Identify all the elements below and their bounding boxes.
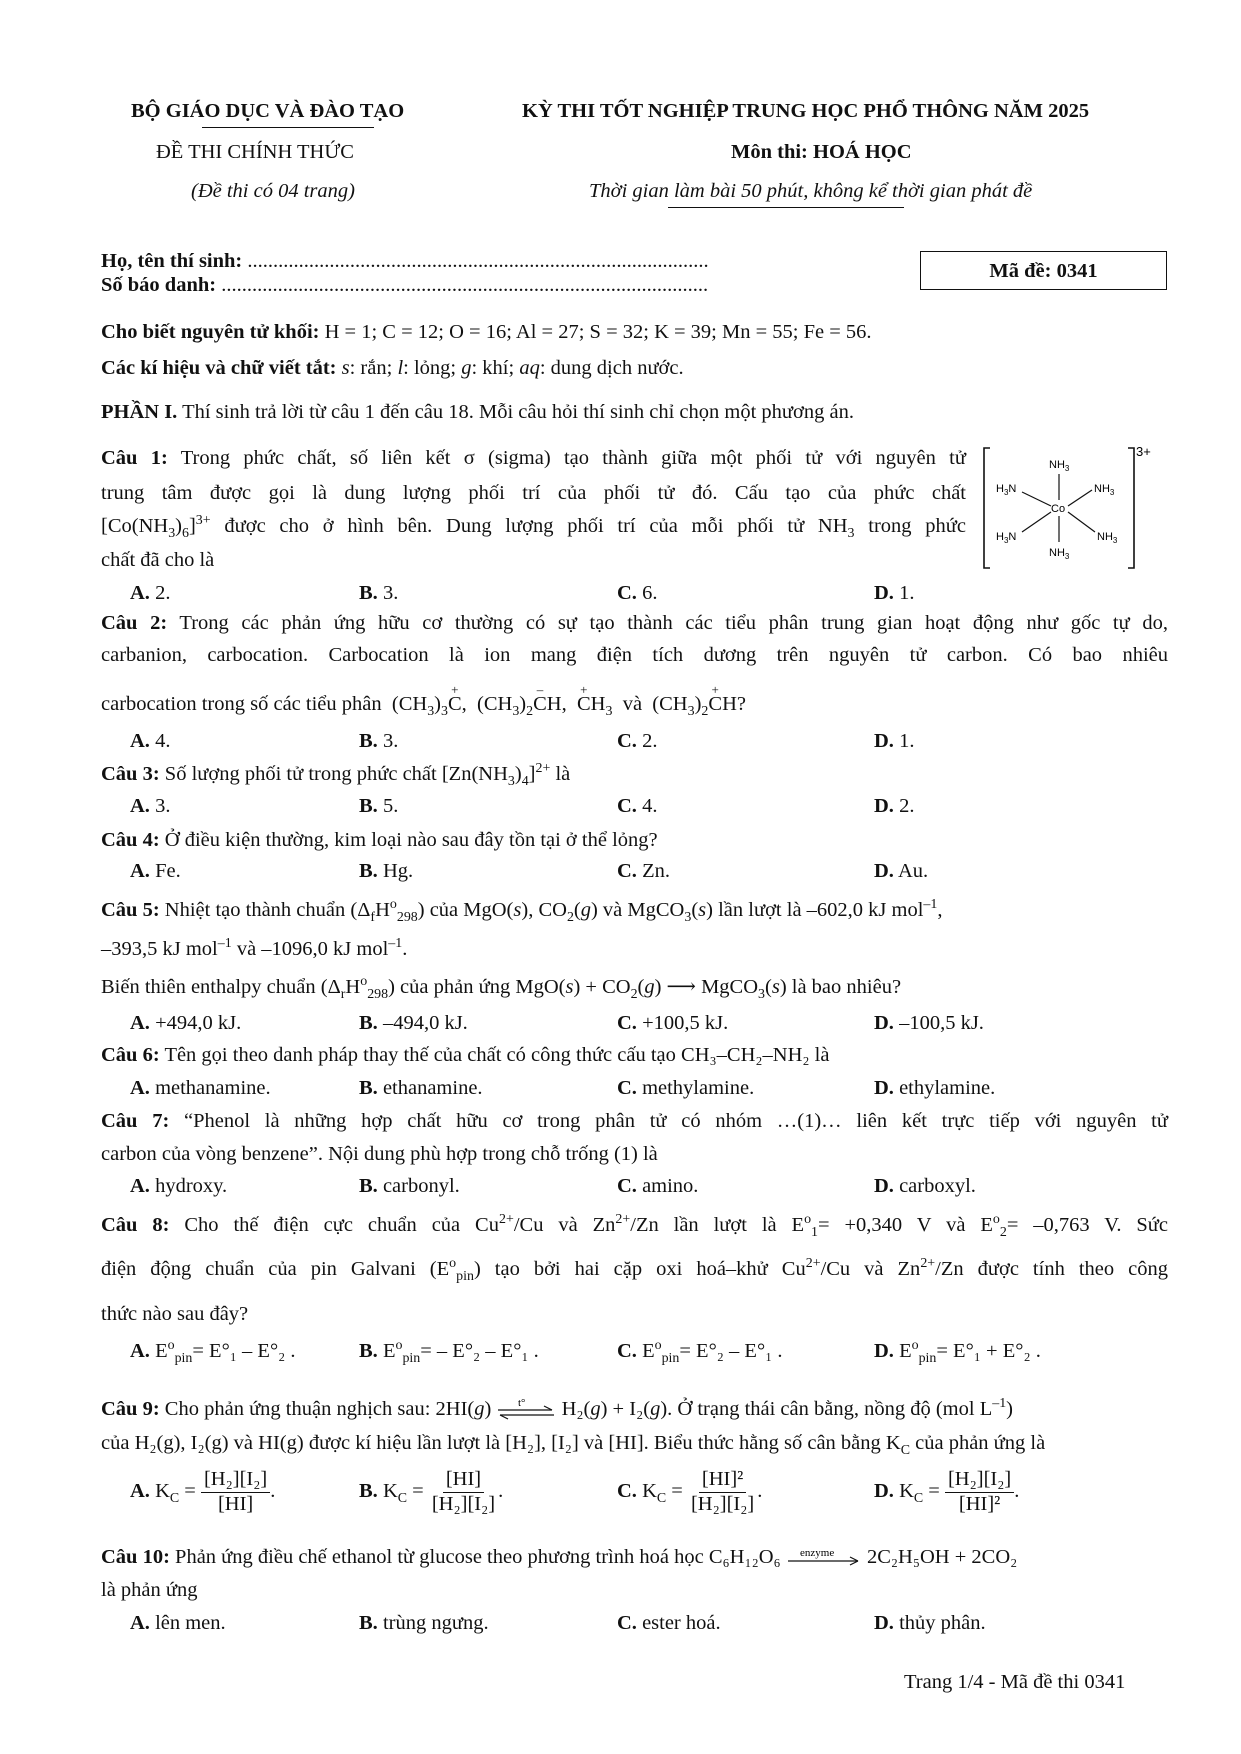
q7-option-c[interactable]: C. amino. xyxy=(617,1175,699,1197)
center-atom: Co xyxy=(1051,503,1066,515)
bracket-right xyxy=(1128,448,1134,568)
header-underline-right xyxy=(668,207,904,208)
q1-line4: chất đã cho là xyxy=(101,549,215,571)
abbr-s-text: : rắn; xyxy=(349,357,393,379)
q10-option-c[interactable]: C. ester hoá. xyxy=(617,1612,721,1634)
q4-option-a[interactable]: A. Fe. xyxy=(130,860,181,882)
q4-option-c[interactable]: C. Zn. xyxy=(617,860,670,882)
abbr-l: l xyxy=(397,357,404,379)
bond-right-bottom xyxy=(1068,512,1095,532)
q1-option-d[interactable]: D. 1. xyxy=(874,582,915,604)
q1-option-a[interactable]: A. 2. xyxy=(130,582,171,604)
candidate-name-row[interactable] xyxy=(101,249,709,273)
q10-line2: là phản ứng xyxy=(101,1579,198,1601)
equilibrium-arrow-icon xyxy=(496,1398,556,1422)
official-label: ĐỀ THI CHÍNH THỨC xyxy=(156,141,354,163)
q1-option-b[interactable]: B. 3. xyxy=(359,582,399,604)
candidate-id-label: Số báo danh: xyxy=(101,274,217,296)
ministry-title: BỘ GIÁO DỤC VÀ ĐÀO TẠO xyxy=(131,100,405,122)
q7-option-b[interactable]: B. carbonyl. xyxy=(359,1175,460,1197)
q6-text: Câu 6: Tên gọi theo danh pháp thay thế của chất có công thức cấu tạo CH₃–CH₂–NH₂ là xyxy=(101,1044,830,1066)
q6-option-c[interactable]: C. methylamine. xyxy=(617,1077,755,1099)
reaction-arrow-label: enzyme xyxy=(799,1547,835,1560)
q1-line2: trung tâm được gọi là dung lượng phối trí của phối tử đó. Cấu tạo của phức chất xyxy=(101,482,966,504)
atomic-masses-values: H = 1; C = 12; O = 16; Al = 27; S = 32; K = 39; Mn = 55; Fe = 56. xyxy=(324,321,872,343)
q9-line1: Câu 9: Cho phản ứng thuận nghịch sau: 2HI(g) t° H₂(g) + I₂(g). Ở trạng thái cân bằng, nồng độ (mol $L^{-1}$) xyxy=(101,1397,1013,1422)
bracket-left xyxy=(984,448,990,568)
q2-option-d[interactable]: D. 1. xyxy=(874,730,915,752)
abbr-aq-text: : dung dịch nước. xyxy=(539,357,684,379)
q6-option-d[interactable]: D. ethylamine. xyxy=(874,1077,996,1099)
q5-option-c[interactable]: C. +100,5 kJ. xyxy=(617,1012,729,1034)
cobalt-complex-diagram xyxy=(980,444,1160,574)
q5-option-d[interactable]: D. –100,5 kJ. xyxy=(874,1012,984,1034)
q7-line1: Câu 7: “Phenol là những hợp chất hữu cơ trong phân tử có nhóm …(1)… liên kết trực tiếp với nguyên tử xyxy=(101,1110,1168,1132)
q3-option-d[interactable]: D. 2. xyxy=(874,795,915,817)
ligand-right-top: $NH_3$ xyxy=(1094,483,1115,497)
candidate-name-label: Họ, tên thí sinh: xyxy=(101,250,243,272)
atomic-masses-label: Cho biết nguyên tử khối: xyxy=(101,321,320,343)
q5-option-b[interactable]: B. –494,0 kJ. xyxy=(359,1012,468,1034)
ligand-top: $NH_3$ xyxy=(1049,459,1070,473)
bond-left-top xyxy=(1022,492,1051,506)
q1-label: Câu 1: xyxy=(101,447,168,469)
q7-option-d[interactable]: D. carboxyl. xyxy=(874,1175,976,1197)
ligand-bottom: $NH_3$ xyxy=(1049,547,1070,561)
q5-line2: –393,5 kJ mol$^{-1}$ và –1096,0 kJ mol$^{-1}$. xyxy=(101,936,408,960)
part1-heading xyxy=(101,400,854,424)
page-footer: Trang 1/4 - Mã đề thi 0341 xyxy=(904,1671,1126,1693)
equilibrium-arrow-label: t° xyxy=(518,1398,526,1410)
abbr-g: g xyxy=(461,357,472,379)
complex-charge: 3+ xyxy=(1136,444,1151,459)
q1-line3: $[Co(NH_3)_6]^{3+}$ được cho ở hình bên. Dung lượng phối trí của mỗi phối tử $NH_3$ trong phức xyxy=(101,513,966,542)
bond-left-bottom xyxy=(1022,512,1051,532)
exam-title: KỲ THI TỐT NGHIỆP TRUNG HỌC PHỔ THÔNG NĂM 2025 xyxy=(522,100,1090,122)
q8-option-a[interactable]: A. $E^o_{pin}= E^\circ_1 - E^\circ_2$ . xyxy=(130,1338,296,1367)
ligand-left-bottom: $H_3N$ xyxy=(996,531,1017,545)
q10-option-d[interactable]: D. thủy phân. xyxy=(874,1612,986,1634)
q2-option-c[interactable]: C. 2. xyxy=(617,730,658,752)
q8-line2: điện động chuẩn của pin Galvani $(E^o_{pin})$ tạo bởi hai cặp oxi hoá–khử $Cu^{2+}/Cu$ và $Zn^{2+}/Zn$ được tính theo công xyxy=(101,1256,1168,1285)
q2-line1: Câu 2: Trong các phản ứng hữu cơ thường có sự tạo thành các tiểu phân trung gian hoạt động như gốc tự do, xyxy=(101,612,1168,634)
q9-line2: của H₂(g), I₂(g) và HI(g) được kí hiệu lần lượt là [H₂], [I₂] và [HI]. Biểu thức hằng số cân bằng $K_C$ của phản ứng là xyxy=(101,1432,1046,1459)
q2-option-a[interactable]: A. 4. xyxy=(130,730,171,752)
reaction-arrow-icon xyxy=(786,1547,862,1569)
exam-code-value: 0341 xyxy=(1056,259,1098,282)
q3-option-a[interactable]: A. 3. xyxy=(130,795,171,817)
q9-option-b[interactable]: B. $K_C$ = $\frac{[HI]}{\text{[H₂][I₂]}}$ . xyxy=(359,1468,504,1515)
candidate-id-row[interactable] xyxy=(101,273,708,297)
q1-text-1: Trong phức chất, số liên kết σ (sigma) tạo thành giữa một phối tử với nguyên tử xyxy=(180,447,966,469)
q2-option-b[interactable]: B. 3. xyxy=(359,730,399,752)
time-note: Thời gian làm bài 50 phút, không kể thời gian phát đề xyxy=(589,180,1033,202)
abbreviations xyxy=(101,356,684,380)
subject-title: Môn thi: HOÁ HỌC xyxy=(731,141,912,163)
q2-line3: carbocation trong số các tiểu phân $(CH_3)_3C$ + , $(CH_3)_2C$ – H, C + $H_3$ và $(CH_3)_2C$ + H? xyxy=(101,682,746,720)
q10-line1: Câu 10: Phản ứng điều chế ethanol từ glucose theo phương trình hoá học C₆H₁₂O₆ enzyme 2C₂H₅OH + 2CO₂ xyxy=(101,1546,1018,1568)
q9-option-d[interactable]: D. $K_C$ = $\frac{\text{[H₂][I₂]}}{\text{[HI]²}}$ . xyxy=(874,1468,1020,1515)
part1-label: PHẦN I. xyxy=(101,401,178,423)
q8-option-b[interactable]: B. $E^o_{pin}= - E^\circ_2 - E^\circ_1$ . xyxy=(359,1338,539,1367)
q8-line3: thức nào sau đây? xyxy=(101,1303,249,1325)
q7-line2: carbon của vòng benzene”. Nội dung phù hợp trong chỗ trống (1) là xyxy=(101,1143,658,1165)
exam-code-box xyxy=(920,251,1167,290)
abbr-g-text: : khí; xyxy=(471,357,515,379)
q3-option-b[interactable]: B. 5. xyxy=(359,795,399,817)
abbr-aq: aq xyxy=(519,357,540,379)
q7-option-a[interactable]: A. hydroxy. xyxy=(130,1175,228,1197)
header-underline-left xyxy=(202,127,374,128)
q9-option-a[interactable]: A. $K_C$ = $\frac{\text{[H₂][I₂]}}{[HI]}$ . xyxy=(130,1468,276,1515)
exam-code-label: Mã đề: xyxy=(989,259,1052,282)
q4-option-d[interactable]: D. Au. xyxy=(874,860,929,882)
pages-note: (Đề thi có 04 trang) xyxy=(191,180,355,202)
q4-option-b[interactable]: B. Hg. xyxy=(359,860,414,882)
q1-option-c[interactable]: C. 6. xyxy=(617,582,658,604)
abbr-s: s xyxy=(341,357,350,379)
ligand-right-bottom: $NH_3$ xyxy=(1097,531,1118,545)
abbr-l-text: : lỏng; xyxy=(403,357,457,379)
q3-option-c[interactable]: C. 4. xyxy=(617,795,658,817)
q9-option-c[interactable]: C. $K_C$ = $\frac{\text{[HI]²}}{\text{[H₂][I₂]}}$ . xyxy=(617,1468,763,1515)
q5-line3: Biến thiên enthalpy chuẩn $(\Delta_rH^o_{298})$ của phản ứng $MgO(s) + CO_2(g)$ ⟶ MgCO$_3$(s) là bao nhiêu? xyxy=(101,974,902,1003)
q1-line1 xyxy=(101,446,966,470)
candidate-id-dots: ............................................................................................... xyxy=(221,274,709,296)
bond-right-top xyxy=(1068,490,1092,506)
q10-option-a[interactable]: A. lên men. xyxy=(130,1612,226,1634)
abbreviations-label: Các kí hiệu và chữ viết tắt: xyxy=(101,357,337,379)
atomic-masses xyxy=(101,320,872,344)
ligand-left-top: $H_3N$ xyxy=(996,483,1017,497)
q5-line1: Câu 5: Nhiệt tạo thành chuẩn $(\Delta_fH^o_{298})$ của MgO(s), $CO_2(g)$ và MgCO$_3$(s) lần lượt là –602,0 kJ mol$^{-1}$, xyxy=(101,897,943,926)
q5-option-a[interactable]: A. +494,0 kJ. xyxy=(130,1012,242,1034)
q8-option-d[interactable]: D. $E^o_{pin}= E^\circ_1 + E^\circ_2$ . xyxy=(874,1338,1041,1367)
q8-line1: Câu 8: Cho thế điện cực chuẩn của $Cu^{2+}/Cu$ và $Zn^{2+}/Zn$ lần lượt là $E^o_1= +0,340$ V và $E^o_2= -0,763$ V. Sức xyxy=(101,1212,1169,1241)
candidate-name-dots: .......................................................................................... xyxy=(247,250,709,272)
part1-text: Thí sinh trả lời từ câu 1 đến câu 18. Mỗi câu hỏi thí sinh chỉ chọn một phương án. xyxy=(182,401,854,423)
q6-option-a[interactable]: A. methanamine. xyxy=(130,1077,271,1099)
q10-option-b[interactable]: B. trùng ngưng. xyxy=(359,1612,489,1634)
q4-text: Câu 4: Ở điều kiện thường, kim loại nào sau đây tồn tại ở thể lỏng? xyxy=(101,829,658,851)
q3-text: Câu 3: Số lượng phối tử trong phức chất $[Zn(NH_3)_4]^{2+}$ là xyxy=(101,761,571,790)
q6-option-b[interactable]: B. ethanamine. xyxy=(359,1077,483,1099)
q2-line2: carbanion, carbocation. Carbocation là ion mang điện tích dương trên nguyên tử carbon. Có bao nhiêu xyxy=(101,644,1168,666)
q8-option-c[interactable]: C. $E^o_{pin}= E^\circ_2 - E^\circ_1$ . xyxy=(617,1338,783,1367)
